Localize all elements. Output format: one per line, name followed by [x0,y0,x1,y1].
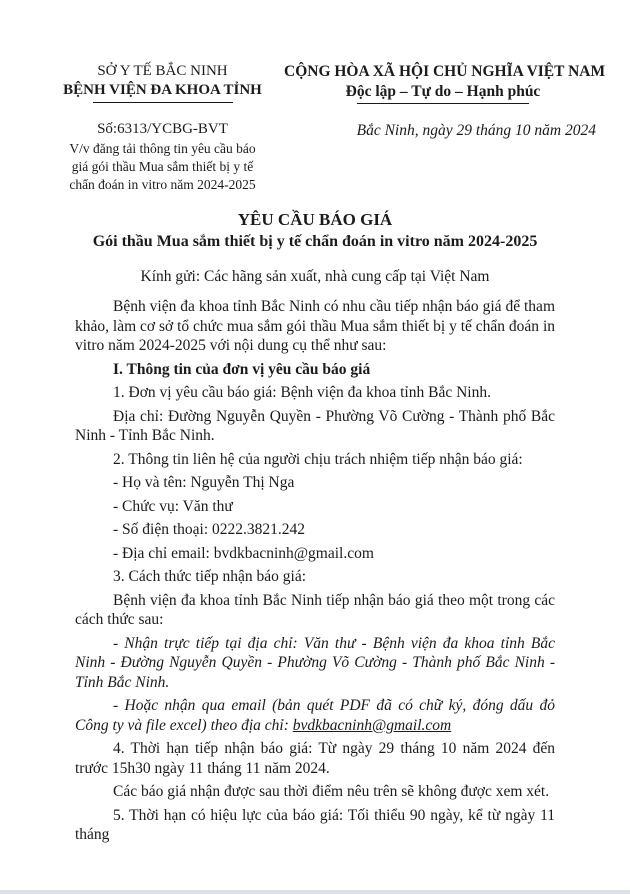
paragraph [75,497,555,517]
document-subject [60,140,265,194]
paragraph [75,473,555,493]
paragraph [75,383,555,403]
org-parent-name: SỞ Y TẾ BẮC NINH [97,63,228,79]
subject-line-3: chẩn đoán in vitro năm 2024-2025 [69,177,256,192]
document-subtitle: Gói thầu Mua sắm thiết bị y tế chẩn đoán in vitro năm 2024-2025 [92,233,538,250]
paragraph-text: Bệnh viện đa khoa tỉnh Bắc Ninh tiếp nhận báo giá theo một trong các cách thức sau: [75,591,555,628]
org-name: BỆNH VIỆN ĐA KHOA TỈNH [63,82,262,98]
paragraph-text: - Chức vụ: Văn thư [113,497,233,515]
paragraph [75,407,555,446]
document-header [0,62,630,194]
national-title: CỘNG HÒA XÃ HỘI CHỦ NGHĨA VIỆT NAM [284,63,606,80]
paragraph-text: - Họ và tên: Nguyễn Thị Nga [113,474,295,491]
paragraph-text: I. Thông tin của đơn vị yêu cầu báo giá [113,360,371,378]
paragraph-text: 1. Đơn vị yêu cầu báo giá: Bệnh viện đa khoa tỉnh Bắc Ninh. [113,384,491,401]
org-name-underline [93,102,233,103]
issuing-org-block [60,62,265,194]
motto-underline [357,103,529,104]
paragraph-text: 2. Thông tin liên hệ của người chịu trách nhiệm tiếp nhận báo giá: [113,450,523,468]
paragraph [75,634,555,693]
paragraph [75,591,555,630]
paragraph [75,782,555,802]
email-link[interactable]: bvdkbacninh@gmail.com [292,716,452,734]
subject-line-1: V/v đăng tải thông tin yêu cầu báo [69,141,256,156]
paragraph-text: Các báo giá nhận được sau thời điểm nêu trên sẽ không được xem xét. [113,783,550,800]
paragraph [75,520,555,540]
paragraph-text: 5. Thời hạn có hiệu lực của báo giá: Tối thiểu 90 ngày, kể từ ngày 11 tháng [75,806,555,843]
salutation: Kính gửi: Các hãng sản xuất, nhà cung cấp tại Việt Nam [140,268,490,285]
paragraph [75,297,555,356]
paragraph-text: - Hoặc nhận qua email (bản quét PDF đã có chữ ký, đóng dấu đỏ Công ty và file excel) theo địa chỉ: [75,697,555,734]
paragraph-text: Địa chỉ: Đường Nguyễn Quyền - Phường Võ Cường - Thành phố Bắc Ninh - Tỉnh Bắc Ninh. [75,407,555,444]
paragraph [75,739,555,778]
document-body [75,297,555,845]
paragraph [75,450,555,470]
paragraph-text: - Địa chỉ email: bvdkbacninh@gmail.com [113,544,374,562]
title-block [0,209,630,287]
paragraph-text: Bệnh viện đa khoa tỉnh Bắc Ninh có nhu cầu tiếp nhận báo giá để tham khảo, làm cơ sở tổ chức mua sắm gói thầu Mua sắm thiết bị y tế chẩn đoán in vitro năm 2024-2025 với nội dung cụ thể như sau: [75,298,555,354]
document-number: Số:6313/YCBG-BVT [97,121,228,137]
subject-line-2: giá gói thầu Mua sắm thiết bị y tế [71,159,254,174]
paragraph-text: - Số điện thoại: 0222.3821.242 [113,521,306,538]
paragraph [75,567,555,587]
national-motto: Độc lập – Tự do – Hạnh phúc [345,83,541,100]
paragraph [75,544,555,564]
place-and-date: Bắc Ninh, ngày 29 tháng 10 năm 2024 [356,122,596,139]
national-header-block [284,62,606,194]
document-title: YÊU CẦU BÁO GIÁ [237,210,393,229]
paragraph-text: 4. Thời hạn tiếp nhận báo giá: Từ ngày 29 tháng 10 năm 2024 đến trước 15h30 ngày 11 tháng 11 năm 2024. [75,740,555,777]
bottom-edge-bar [0,890,630,894]
paragraph [75,696,555,735]
paragraph [75,806,555,845]
paragraph-text: - Nhận trực tiếp tại địa chỉ: Văn thư - Bệnh viện đa khoa tỉnh Bắc Ninh - Đường Nguyễn Quyền - Phường Võ Cường - Thành phố Bắc Ninh - Tỉnh Bắc Ninh. [75,634,555,691]
paragraph [75,360,555,380]
paragraph-text: 3. Cách thức tiếp nhận báo giá: [113,568,307,585]
